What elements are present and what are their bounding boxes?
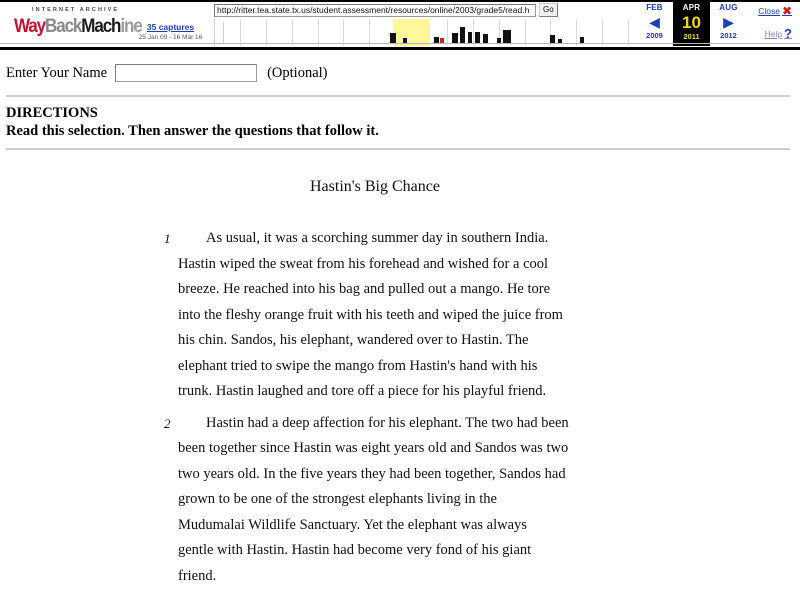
close-toolbar-button[interactable] [758,4,792,18]
next-capture-nav[interactable] [710,2,747,46]
captures-summary [124,22,224,43]
reading-passage [0,226,800,589]
timeline-capture-bar[interactable] [475,32,480,44]
current-month-label: APR [682,3,701,12]
timeline-capture-bar[interactable] [452,33,458,44]
passage-title: Hastin's Big Chance [310,178,440,195]
timeline-capture-bar[interactable] [580,37,584,44]
timeline-capture-bar[interactable] [440,38,444,44]
help-button[interactable] [765,26,792,41]
url-input[interactable] [214,4,536,17]
internet-archive-wordmark: INTERNET ARCHIVE [32,7,120,13]
timeline-capture-bar[interactable] [503,30,511,44]
passage-line: two years old. In the five years they had been together, Sandos had [178,465,566,482]
timeline-capture-bar[interactable] [434,37,439,44]
assessment-page [0,50,800,589]
help-label: Help [764,29,783,39]
passage-line: Hastin wiped the sweat from his forehead and wished for a cool [178,255,549,272]
directions-heading: DIRECTIONS [6,105,98,121]
close-label: Close [758,6,780,16]
passage-line: trunk. Hastin laughed and tore off a piece for his playful friend. [178,383,547,399]
timeline-capture-bar[interactable] [483,34,488,44]
name-field-label: Enter Your Name [6,64,108,81]
passage-line: grown to be one of the strongest elephants living in the [178,491,497,507]
previous-capture-nav[interactable] [636,2,673,46]
passage-paragraph [164,411,650,590]
name-entry-row [0,50,800,82]
directions-block [0,97,800,140]
timeline-capture-bar[interactable] [403,38,407,44]
timeline-capture-bar[interactable] [550,35,555,44]
paragraph-number: 2 [164,415,171,431]
logo-segment-way: Way [14,14,46,37]
date-navigator [636,2,748,46]
current-capture-date[interactable] [673,2,710,46]
passage-line: gentle with Hastin. Hastin had become very fond of his giant [178,542,532,558]
passage-line: elephant tried to swipe the mango from Hastin's hand with his [178,357,538,374]
timeline-capture-bar[interactable] [497,38,501,44]
passage-line: into the fleshy orange fruit with his teeth and wiped the juice from [178,306,563,323]
previous-arrow-icon[interactable]: ◀ [649,14,660,30]
captures-date-range: 25 Jan 09 - 16 Mar 16 [138,34,203,41]
logo-segment-ine: ine [120,14,142,37]
next-arrow-icon[interactable]: ▶ [723,14,734,30]
passage-line: his chin. Sandos, his elephant, wandered over to Hastin. The [178,332,529,348]
timeline-capture-bar[interactable] [460,27,465,44]
next-year-label: 2012 [720,31,737,40]
url-bar-row [214,3,558,17]
current-day-label: 10 [682,13,701,32]
passage-line: friend. [178,567,217,584]
passage-line: Mudumalai Wildlife Sanctuary. Yet the elephant was always [178,516,527,533]
timeline-capture-bar[interactable] [558,39,562,44]
question-mark-icon[interactable]: ? [784,26,792,41]
wayback-machine-toolbar [0,0,800,50]
close-icon[interactable]: ✖ [781,4,792,18]
passage-line: Hastin had a deep affection for his elephant. The two had been [206,414,569,431]
name-optional-note: (Optional) [267,64,328,81]
passage-line: breeze. He reached into his bag and pulled out a mango. He tore [178,281,551,297]
current-year-label: 2011 [683,32,700,41]
timeline-capture-bar[interactable] [468,32,473,44]
divider-below-directions [6,148,790,150]
timeline-capture-bar[interactable] [390,33,397,44]
capture-timeline[interactable] [214,19,629,46]
previous-month-label: FEB [646,3,663,12]
paragraph-number: 1 [164,231,171,246]
logo-segment-back: Back [45,14,82,37]
logo-segment-mach: Mach [81,14,121,37]
timeline-capture-bars [215,20,629,44]
captures-count-link[interactable]: 35 captures [146,22,195,32]
passage-paragraph [164,226,650,405]
passage-line: As usual, it was a scorching summer day in southern India. [206,230,549,246]
next-month-label: AUG [719,3,738,12]
passage-line: been together since Hastin was eight years old and Sandos was two [178,440,569,456]
go-button[interactable]: Go [539,3,558,17]
directions-text: Read this selection. Then answer the questions that follow it. [6,123,379,139]
name-input[interactable] [115,64,257,82]
previous-year-label: 2009 [646,31,663,40]
